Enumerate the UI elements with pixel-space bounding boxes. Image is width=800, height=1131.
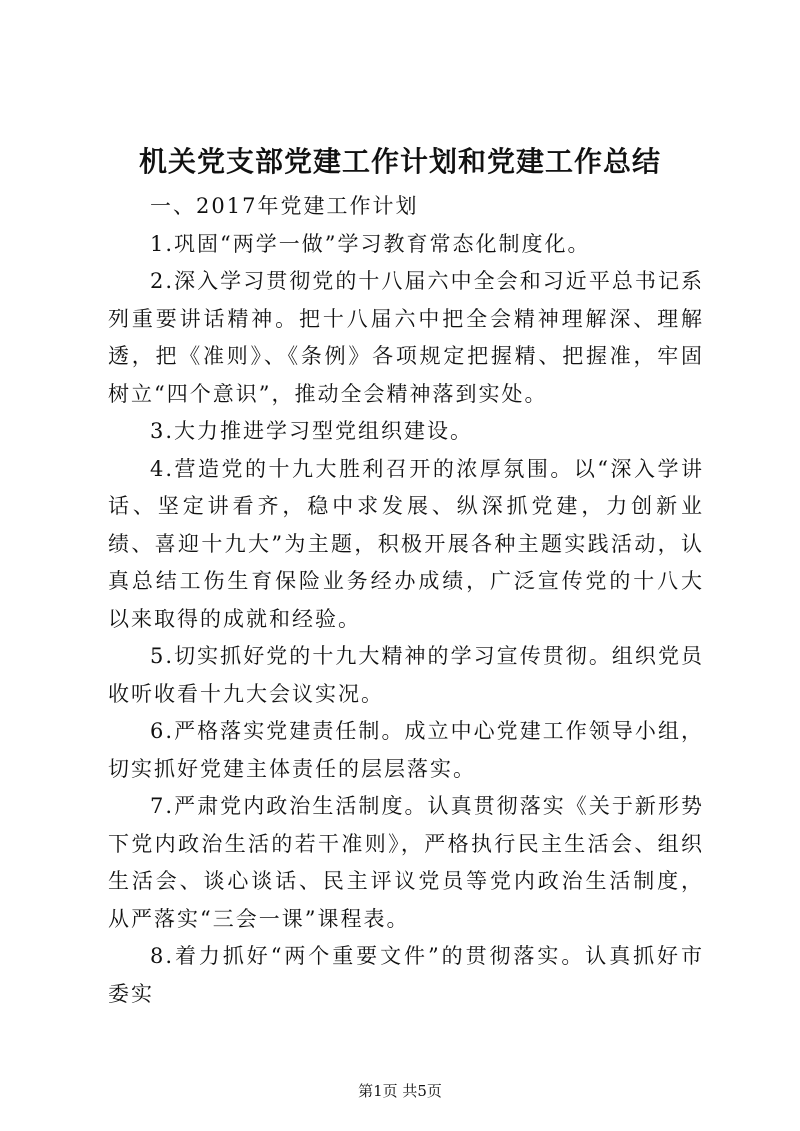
paragraph-6: 6.严格落实党建责任制。成立中心党建工作领导小组，切实抓好党建主体责任的层层落实。 (108, 719, 704, 781)
document-body (108, 188, 704, 1013)
paragraph-3: 3.大力推进学习型党组织建设。 (150, 419, 474, 443)
section-heading: 一、2017年党建工作计划 (150, 194, 419, 218)
paragraph-1: 1.巩固“两学一做”学习教育常态化制度化。 (150, 231, 591, 256)
paragraph-8: 8.着力抓好“两个重要文件”的贯彻落实。认真抓好市委实 (108, 944, 704, 1006)
document-title: 机关党支部党建工作计划和党建工作总结 (138, 145, 661, 178)
page-footer: 第1页 共5页 (358, 1082, 442, 1100)
paragraph-5: 5.切实抓好党的十九大精神的学习宣传贯彻。组织党员收听收看十九大会议实况。 (108, 644, 704, 706)
paragraph-7: 7.严肃党内政治生活制度。认真贯彻落实《关于新形势下党内政治生活的若干准则》，严格执行民主生活会、组织生活会、谈心谈话、民主评议党员等党内政治生活制度，从严落实“三会一课”课程表。 (108, 794, 704, 931)
paragraph-2: 2.深入学习贯彻党的十八届六中全会和习近平总书记系列重要讲话精神。把十八届六中把全会精神理解深、理解透，把《准则》、《条例》各项规定把握精、把握准，牢固树立“四个意识”，推动全会精神落到实处。 (108, 269, 704, 406)
paragraph-4: 4.营造党的十九大胜利召开的浓厚氛围。以“深入学讲话、坚定讲看齐，稳中求发展、纵深抓党建，力创新业绩、喜迎十九大”为主题，积极开展各种主题实践活动，认真总结工伤生育保险业务经办成绩，广泛宣传党的十八大以来取得的成就和经验。 (108, 456, 704, 631)
